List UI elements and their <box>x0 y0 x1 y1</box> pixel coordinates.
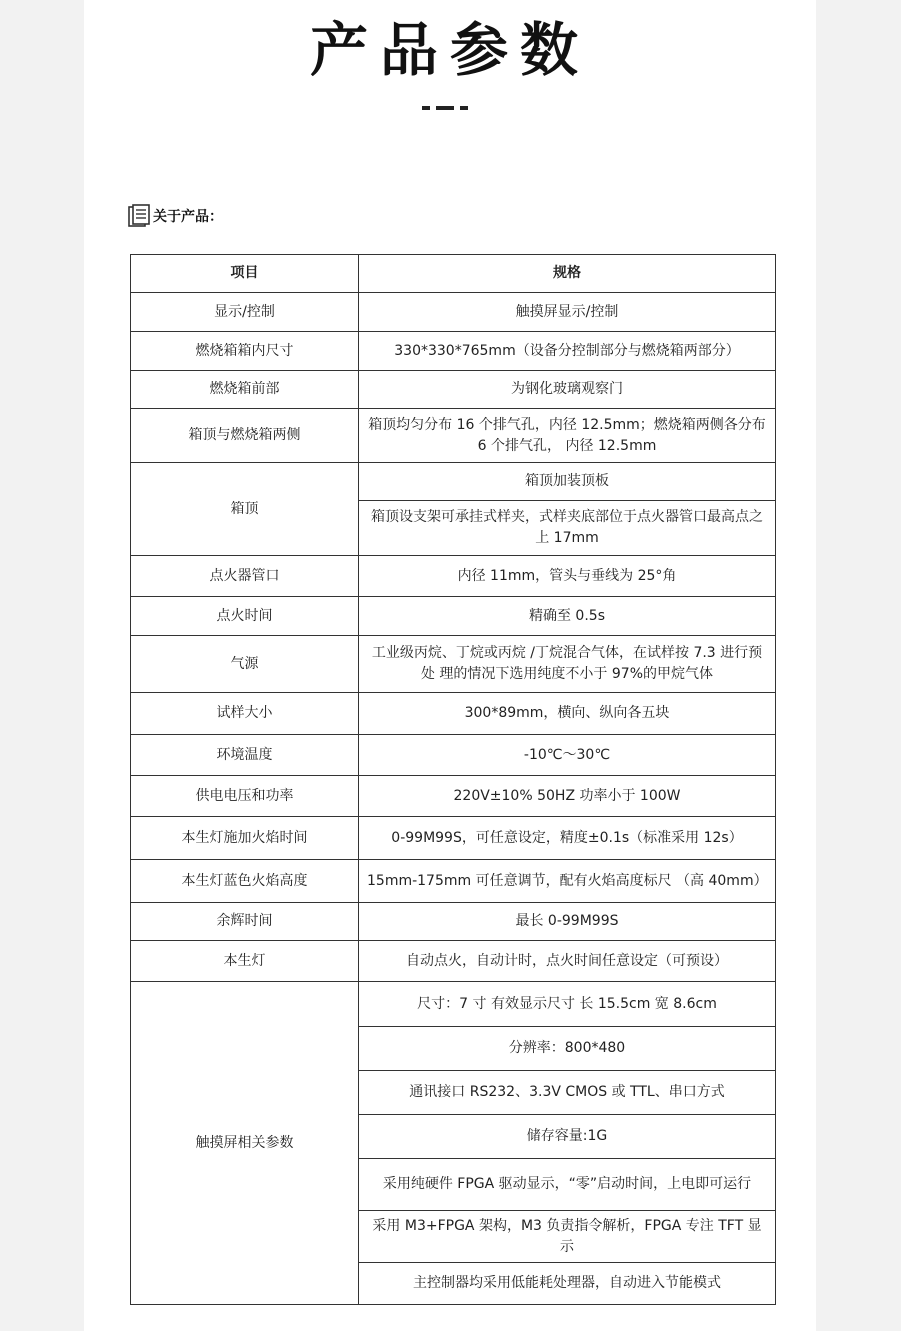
row-item: 触摸屏相关参数 <box>131 982 359 1305</box>
row-spec: 最长 0-99M99S <box>359 903 776 941</box>
row-spec: 分辨率：800*480 <box>359 1027 776 1071</box>
row-item: 点火时间 <box>131 597 359 636</box>
row-item: 本生灯施加火焰时间 <box>131 817 359 860</box>
title-divider <box>422 104 470 112</box>
row-item: 试样大小 <box>131 693 359 735</box>
row-item: 环境温度 <box>131 735 359 776</box>
table-row <box>131 860 776 903</box>
table-row <box>131 776 776 817</box>
row-spec: 储存容量:1G <box>359 1115 776 1159</box>
row-item: 箱顶 <box>131 463 359 556</box>
table-row <box>131 636 776 693</box>
row-item: 本生灯 <box>131 941 359 982</box>
document-icon <box>128 204 150 228</box>
table-row <box>131 332 776 371</box>
row-item: 箱顶与燃烧箱两侧 <box>131 409 359 463</box>
table-row <box>131 735 776 776</box>
header-item: 项目 <box>131 255 359 293</box>
table-row <box>131 463 776 501</box>
row-spec: 为钢化玻璃观察门 <box>359 371 776 409</box>
table-header-row <box>131 255 776 293</box>
table-row <box>131 597 776 636</box>
row-spec: 尺寸：7 寸 有效显示尺寸 长 15.5cm 宽 8.6cm <box>359 982 776 1027</box>
table-row <box>131 941 776 982</box>
page-title: 产品参数 <box>309 16 590 84</box>
row-spec: 采用 M3+FPGA 架构，M3 负责指令解析，FPGA 专注 TFT 显示 <box>359 1211 776 1263</box>
table-row <box>131 982 776 1027</box>
section-header <box>128 203 223 229</box>
row-item: 余辉时间 <box>131 903 359 941</box>
row-spec: 通讯接口 RS232、3.3V CMOS 或 TTL、串口方式 <box>359 1071 776 1115</box>
row-spec: 采用纯硬件 FPGA 驱动显示，“零”启动时间，上电即可运行 <box>359 1159 776 1211</box>
table-row <box>131 693 776 735</box>
spec-table <box>130 254 776 1305</box>
table-row <box>131 409 776 463</box>
row-spec: 15mm-175mm 可任意调节，配有火焰高度标尺 （高 40mm） <box>359 860 776 903</box>
row-spec: 工业级丙烷、丁烷或丙烷 /丁烷混合气体，在试样按 7.3 进行预处 理的情况下选用纯度不小于 97%的甲烷气体 <box>359 636 776 693</box>
row-item: 供电电压和功率 <box>131 776 359 817</box>
table-row <box>131 556 776 597</box>
row-spec: 箱顶均匀分布 16 个排气孔，内径 12.5mm；燃烧箱两侧各分布 6 个排气孔， 内径 12.5mm <box>359 409 776 463</box>
row-spec: 300*89mm，横向、纵向各五块 <box>359 693 776 735</box>
row-spec: 自动点火，自动计时，点火时间任意设定（可预设） <box>359 941 776 982</box>
row-spec: 精确至 0.5s <box>359 597 776 636</box>
row-item: 燃烧箱箱内尺寸 <box>131 332 359 371</box>
row-item: 燃烧箱前部 <box>131 371 359 409</box>
table-row <box>131 817 776 860</box>
row-spec: 箱顶设支架可承挂式样夹，式样夹底部位于点火器管口最高点之上 17mm <box>359 501 776 556</box>
row-spec: 0-99M99S，可任意设定，精度±0.1s（标准采用 12s） <box>359 817 776 860</box>
table-row <box>131 371 776 409</box>
row-item: 气源 <box>131 636 359 693</box>
row-spec: 触摸屏显示/控制 <box>359 293 776 332</box>
table-row <box>131 293 776 332</box>
row-item: 本生灯蓝色火焰高度 <box>131 860 359 903</box>
row-item: 显示/控制 <box>131 293 359 332</box>
row-item: 点火器管口 <box>131 556 359 597</box>
section-label: 关于产品： <box>153 209 223 225</box>
header-spec: 规格 <box>359 255 776 293</box>
table-row <box>131 903 776 941</box>
row-spec: 内径 11mm，管头与垂线为 25°角 <box>359 556 776 597</box>
row-spec: 330*330*765mm（设备分控制部分与燃烧箱两部分） <box>359 332 776 371</box>
row-spec: -10℃～30℃ <box>359 735 776 776</box>
row-spec: 220V±10% 50HZ 功率小于 100W <box>359 776 776 817</box>
row-spec: 主控制器均采用低能耗处理器，自动进入节能模式 <box>359 1263 776 1305</box>
page <box>84 0 816 1331</box>
row-spec: 箱顶加装顶板 <box>359 463 776 501</box>
